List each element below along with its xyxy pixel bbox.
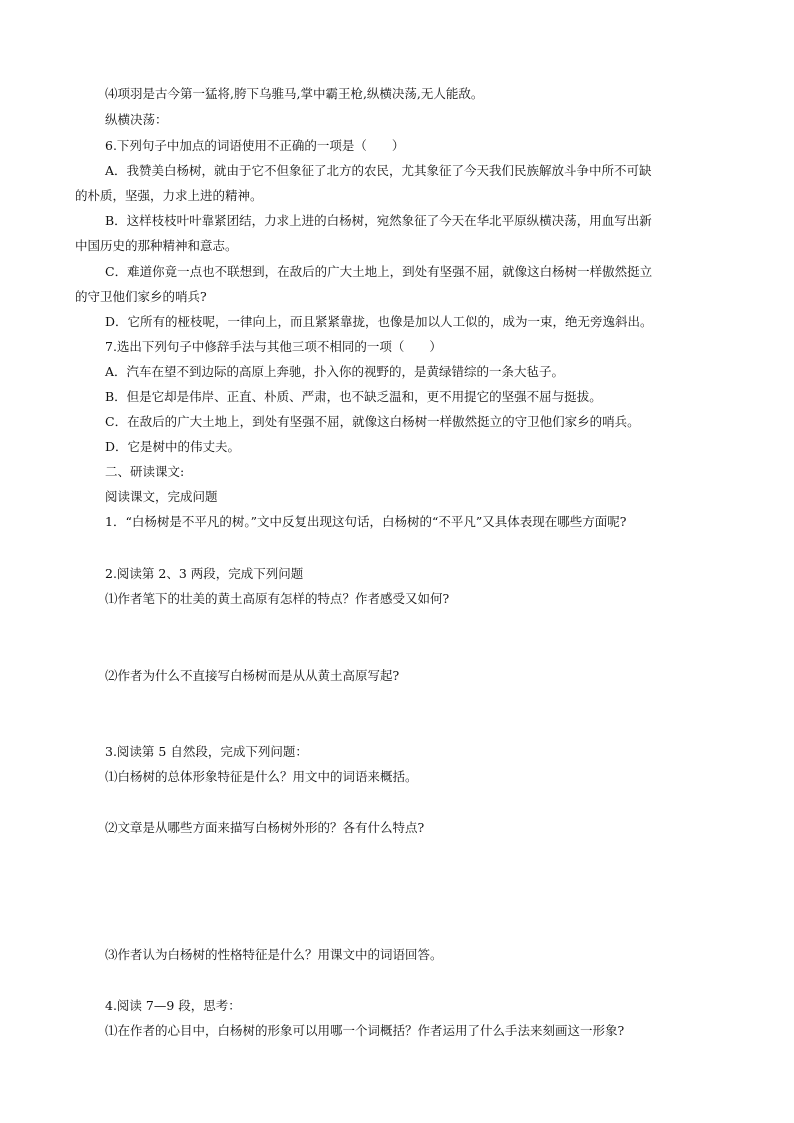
sub-question: ⑵作者为什么不直接写白杨树而是从从黄土高原写起?: [105, 668, 400, 683]
option-c: C．在敌后的广大土地上，到处有坚强不屈，就像这白杨树一样傲然挺立的守卫他们家乡的哨兵。: [105, 414, 640, 429]
sub-question: ⑴作者笔下的壮美的黄土高原有怎样的特点？作者感受又如何?: [105, 591, 450, 606]
sub-question: ⑴在作者的心目中，白杨树的形象可以用哪一个词概括？作者运用了什么手法来刻画这一形象?: [105, 1023, 625, 1038]
option-a: A．汽车在望不到边际的高原上奔驰，扑入你的视野的，是黄绿错综的一条大毡子。: [105, 364, 565, 379]
question-7: 7.选出下列句子中修辞手法与其他三项不相同的一项（ ）: [105, 339, 442, 354]
option-c-cont: 的守卫他们家乡的哨兵?: [75, 289, 207, 304]
sub-question: ⑵文章是从哪些方面来描写白杨树外形的？各有什么特点?: [105, 820, 425, 835]
sub-question: ⑶作者认为白杨树的性格特征是什么？用课文中的词语回答。: [105, 947, 443, 962]
reading-question-4: 4.阅读 7—9 段，思考：: [105, 998, 241, 1013]
reading-question-3: 3.阅读第 5 自然段，完成下列问题：: [105, 744, 308, 759]
text-line: ⑷项羽是古今第一猛将,胯下乌骓马,掌中霸王枪,纵横决荡,无人能敌。: [105, 86, 484, 101]
text-line: 纵横决荡：: [105, 112, 168, 127]
option-b: B．但是它却是伟岸、正直、朴质、严肃，也不缺乏温和，更不用提它的坚强不屈与挺拔。: [105, 389, 602, 404]
sub-question: ⑴白杨树的总体形象特征是什么？用文中的词语来概括。: [105, 769, 418, 784]
option-c: C．难道你竟一点也不联想到，在敌后的广大土地上，到处有坚强不屈，就像这白杨树一样傲然挺立: [105, 264, 653, 279]
reading-question-1: 1．“白杨树是不平凡的树。”文中反复出现这句话，白杨树的“不平凡”又具体表现在哪些方面呢?: [105, 514, 627, 529]
section-heading: 二、研读课文:: [105, 464, 185, 479]
option-d: D．它是树中的伟丈夫。: [105, 439, 241, 454]
option-d: D．它所有的桠枝呢，一律向上，而且紧紧靠拢，也像是加以人工似的，成为一束，绝无旁逸斜出。: [105, 314, 653, 329]
reading-question-2: 2.阅读第 2、3 两段，完成下列问题: [105, 566, 304, 581]
option-b-cont: 中国历史的那种精神和意志。: [75, 238, 238, 253]
option-b: B．这样枝枝叶叶靠紧团结，力求上进的白杨树，宛然象征了今天在华北平原纵横决荡，用血写出新: [105, 213, 652, 228]
instruction: 阅读课文，完成问题: [105, 489, 218, 504]
option-a: A．我赞美白杨树，就由于它不但象征了北方的农民，尤其象征了今天我们民族解放斗争中所不可缺: [105, 163, 652, 178]
option-a-cont: 的朴质，坚强，力求上进的精神。: [75, 188, 263, 203]
question-6: 6.下列句子中加点的词语使用不正确的一项是（ ）: [105, 138, 405, 153]
